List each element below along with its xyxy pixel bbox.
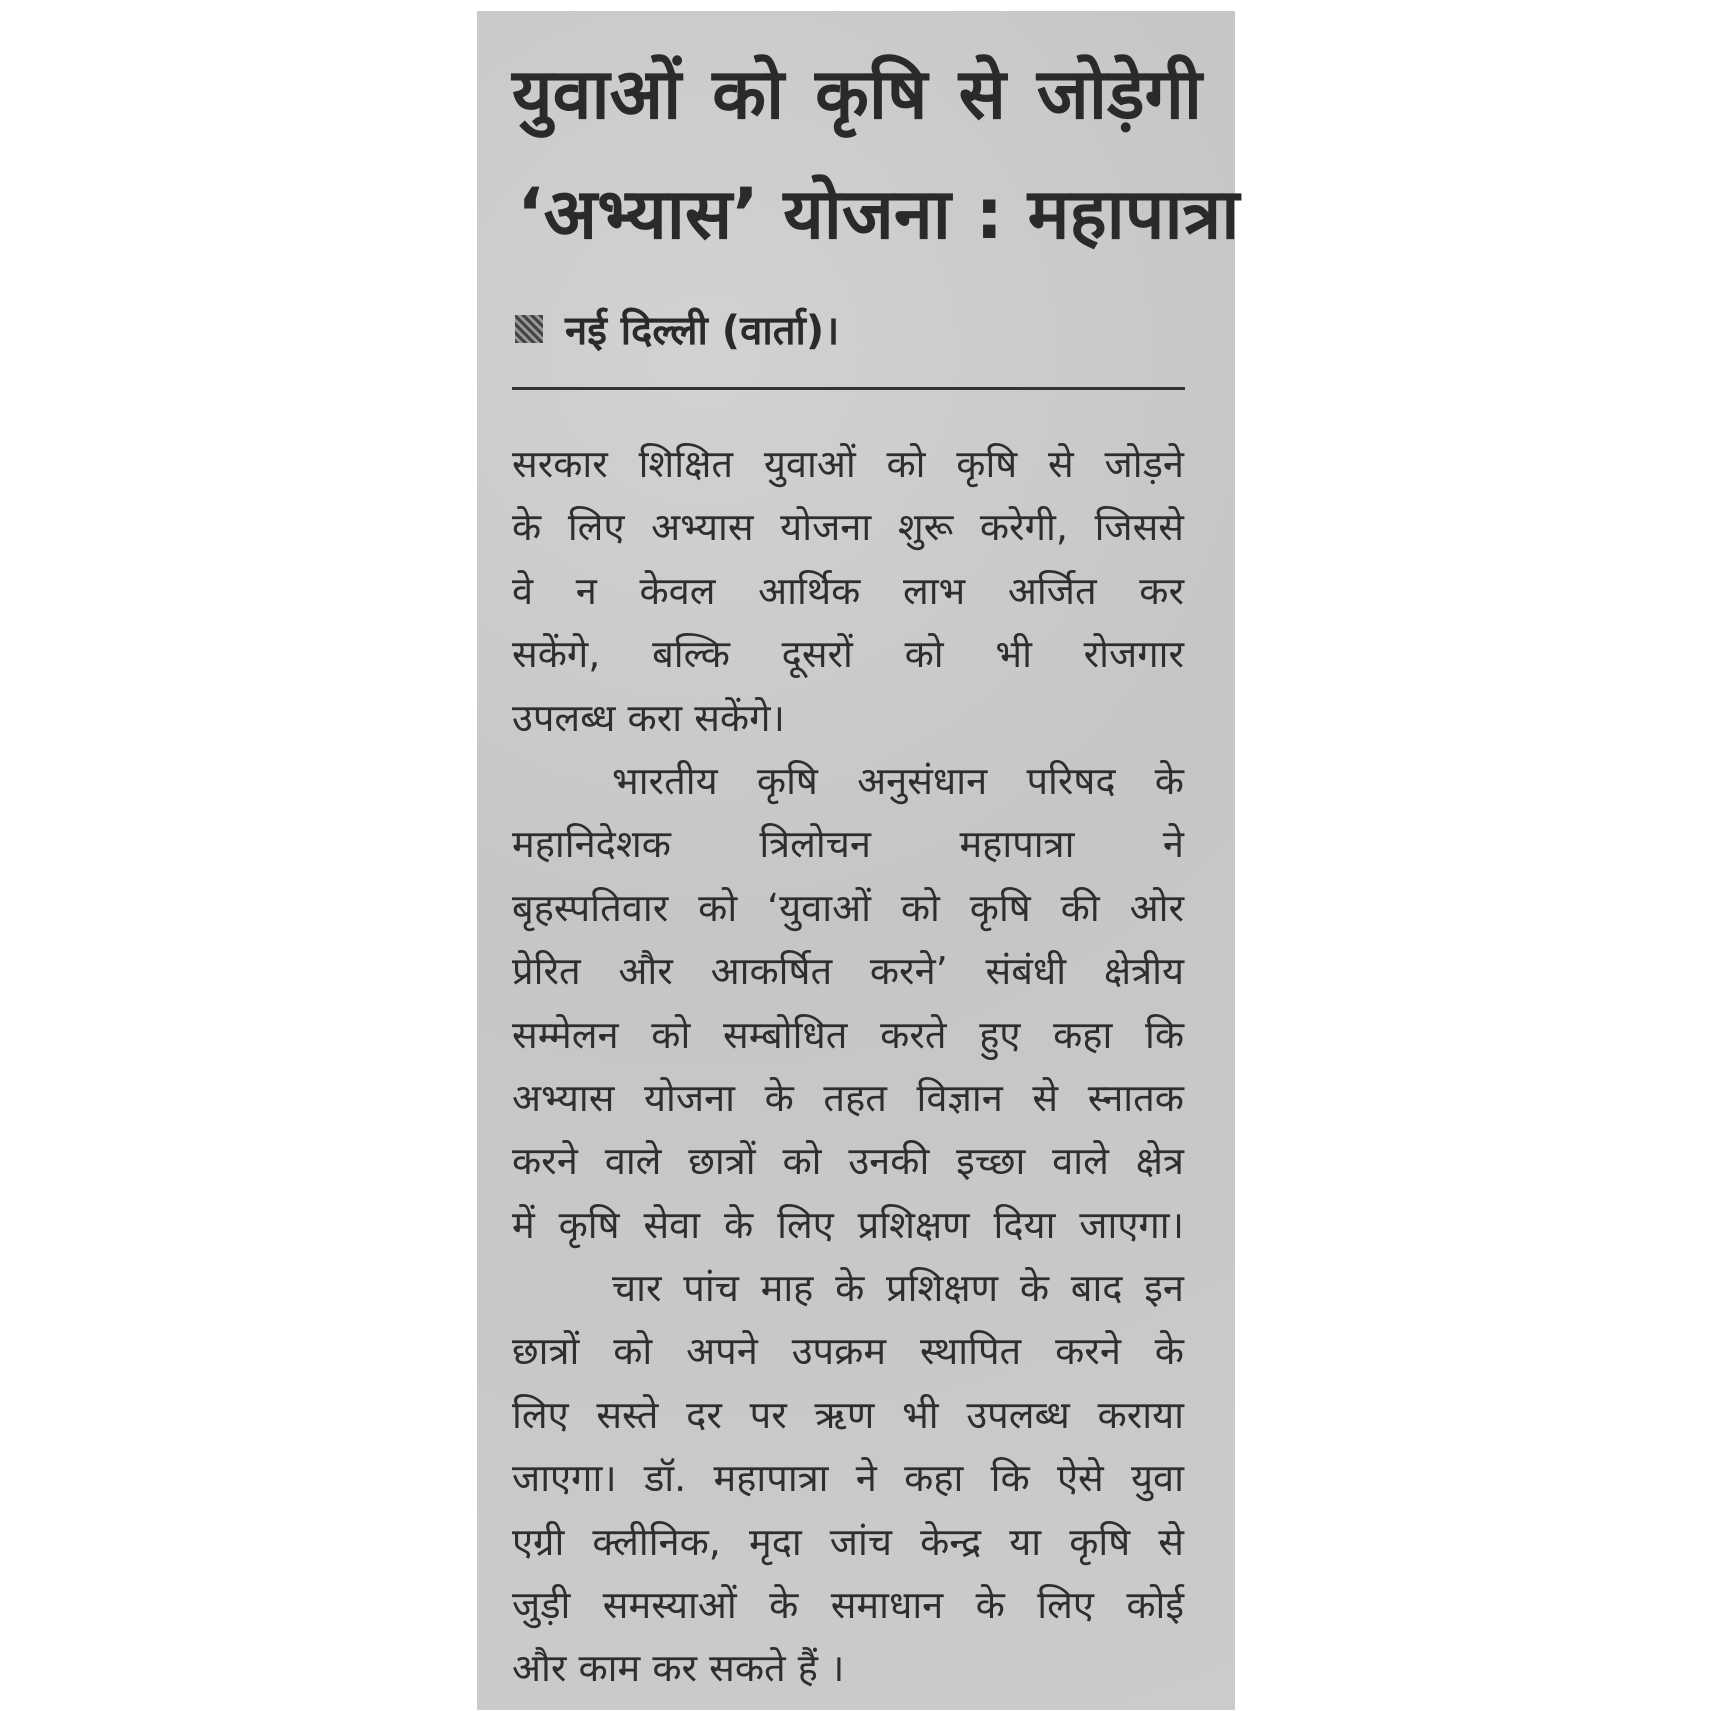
bullet-square-icon — [515, 315, 543, 343]
dateline — [515, 301, 839, 356]
body-line: सकेंगे, बल्कि दूसरों को भी रोजगार — [512, 632, 1184, 677]
body-line: चार पांच माह के प्रशिक्षण के बाद इन — [612, 1266, 1184, 1311]
headline-line-1: युवाओं को कृषि से जोड़ेगी — [512, 53, 1202, 135]
body-line: के लिए अभ्यास योजना शुरू करेगी, जिससे — [512, 505, 1184, 550]
body-line: भारतीय कृषि अनुसंधान परिषद के — [612, 758, 1184, 803]
body-line: अभ्यास योजना के तहत विज्ञान से स्नातक — [512, 1075, 1184, 1120]
body-line: जुड़ी समस्याओं के समाधान के लिए कोई — [512, 1583, 1184, 1628]
dateline-text: नई दिल्ली (वार्ता)। — [565, 308, 840, 354]
body-line: प्रेरित और आकर्षित करने’ संबंधी क्षेत्रीय — [512, 949, 1184, 994]
newspaper-clipping — [477, 11, 1240, 1710]
body-line: एग्री क्लीनिक, मृदा जांच केन्द्र या कृषि से — [512, 1519, 1184, 1564]
body-line: में कृषि सेवा के लिए प्रशिक्षण दिया जाएगा। — [512, 1202, 1184, 1247]
body-line: बृहस्पतिवार को ‘युवाओं को कृषि की ओर — [512, 885, 1184, 930]
article-body — [512, 433, 1184, 1701]
body-line: सम्मेलन को सम्बोधित करते हुए कहा कि — [512, 1012, 1184, 1057]
body-line: छात्रों को अपने उपक्रम स्थापित करने के — [512, 1329, 1184, 1374]
body-line: महानिदेशक त्रिलोचन महापात्रा ने — [512, 822, 1184, 867]
body-line: जाएगा। डॉ. महापात्रा ने कहा कि ऐसे युवा — [512, 1456, 1184, 1501]
headline-line-2: ‘अभ्यास’ योजना : महापात्रा — [517, 173, 1240, 255]
body-line: और काम कर सकते हैं । — [512, 1646, 845, 1691]
body-line: वे न केवल आर्थिक लाभ अर्जित कर — [512, 568, 1184, 613]
divider-rule — [512, 387, 1185, 390]
body-line: करने वाले छात्रों को उनकी इच्छा वाले क्षेत्र — [512, 1139, 1184, 1184]
body-line: लिए सस्ते दर पर ऋण भी उपलब्ध कराया — [512, 1392, 1184, 1437]
body-line: उपलब्ध करा सकेंगे। — [512, 695, 785, 740]
body-line: सरकार शिक्षित युवाओं को कृषि से जोड़ने — [512, 442, 1184, 486]
